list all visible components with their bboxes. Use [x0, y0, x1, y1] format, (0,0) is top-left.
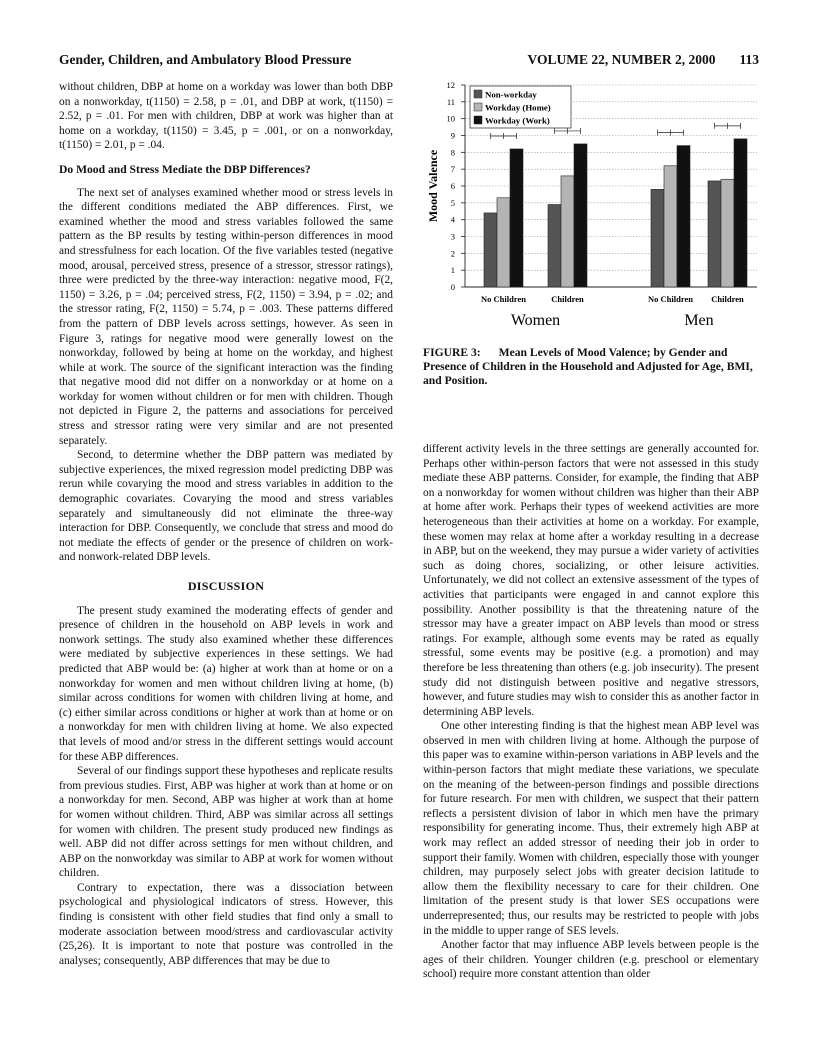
figure-3 [423, 76, 759, 346]
left-column [59, 80, 393, 968]
volume-and-page [528, 52, 760, 68]
y-tick-label: 5 [450, 197, 455, 208]
legend-label: Workday (Home) [485, 102, 551, 113]
y-tick-label: 6 [450, 181, 455, 191]
y-tick-label: 4 [450, 214, 455, 225]
legend-swatch [474, 116, 482, 124]
legend-swatch [474, 90, 482, 98]
caption-text: Mean Levels of Mood Valence; by Gender and Presence of Children in the Household and Adjusted for Age, BMI, and Position. [423, 346, 753, 387]
paragraph: different activity levels in the three settings are generally accounted for. Perhaps other within-person factors that were not assessed in this study mediate these ABP patterns. Consider, for example, the finding that ABP on a nonworkday for women without children was higher than their ABP at home after work. Perhaps their types of weekend activities are more heterogeneous than their activities at home on a workday. For example, these women may relax at home after a workday resulting in a decrease in ABP, but on the weekend, they may pursue a wider variety of activities such as doing chores, socializing, or other leisure activities. Unfortunately, we did not collect an extensive assessment of the types of activities that participants were engaged in and cannot explore this possibility. Another possibility is that the threatening nature of the stressor may have a greater impact on ABP levels than mood or stress ratings. For example, although some events may be rated as equally stressful, some events may be positive (e.g. a promotion) and may therefore be less threatening than others (e.g. job insecurity). The present study did not distinguish between positive and negative stressors, however, and future studies may wish to consider this as another factor in determining ABP levels. [423, 443, 759, 718]
y-tick-label: 0 [450, 282, 455, 292]
caption-label: FIGURE 3: [423, 346, 481, 359]
y-tick-label: 8 [450, 147, 455, 158]
bar-workday-work [677, 146, 690, 287]
y-tick-label: 3 [450, 231, 455, 242]
x-tick-label: Children [551, 294, 584, 304]
section-heading: Do Mood and Stress Mediate the DBP Differences? [59, 162, 311, 176]
bar-non-workday [708, 181, 721, 287]
paragraph: without children, DBP at home on a workday was lower than both DBP on a nonworkday, t(1150) = 2.58, p = .01, and DBP at work, t(1150) = 2.52, p = .01. For men with children, DBP at work was higher than at home on a workday, t(1150) = 3.45, p = .001, or on a nonworkday, t(1150) = 2.01, p = .04. [59, 81, 393, 152]
paragraph: Several of our findings support these hypotheses and replicate results from previous studies. First, ABP was higher at work than at home or on a nonworkday for men. Second, ABP was higher at work than at home for women without children. Third, ABP was similar across all settings for women with children. The present study produced new findings as well. ABP did not differ across settings for men without children, and ABP on the nonworkday was similar to ABP at work for women without children. [59, 765, 393, 880]
right-column [423, 442, 759, 982]
page-number: 113 [739, 52, 759, 67]
paragraph: Another factor that may influence ABP levels between people is the ages of their children. Younger children (e.g. preschool or elementary school) require more constant attention than older [423, 939, 759, 981]
y-tick-label: 12 [446, 80, 455, 90]
x-tick-label: No Children [648, 294, 693, 304]
bar-workday-home [664, 166, 677, 287]
running-header [59, 52, 759, 70]
y-tick-label: 9 [450, 130, 455, 141]
y-tick-label: 7 [450, 164, 455, 175]
paragraph: Contrary to expectation, there was a dissociation between psychological and physiological indicators of stress. However, this finding is consistent with other field studies that find only a small to moderate association between mood/stress and cardiovascular activity (25,26). It is important to note that posture was controlled in the analyses; consequently, ABP differences that may be due to [59, 881, 393, 967]
x-tick-label: No Children [481, 294, 526, 304]
bar-workday-home [561, 176, 574, 287]
bar-workday-work [510, 149, 523, 287]
mood-valence-bar-chart [423, 76, 759, 346]
y-tick-label: 1 [450, 265, 455, 276]
bar-non-workday [651, 189, 664, 287]
bar-non-workday [484, 213, 497, 287]
y-tick-label: 2 [450, 248, 455, 259]
figure-caption [423, 346, 759, 388]
bar-non-workday [548, 205, 561, 287]
paragraph: The next set of analyses examined whether mood or stress levels in the different conditions mediated the ABP differences. First, we examined whether the mood and stress variables followed the same pattern as the BP results by testing within-person differences in mood and stressfulness for each location. Of the five variables tested (negative mood, arousal, perceived stress, presence of a stressor, stressor ratings), three were predicted by the three-way interaction: negative mood, F(2, 1150) = 3.26, p = .04; perceived stress, F(2, 1150) = 3.94, p = .02; and the stressor rating, F(2, 1150) = 5.74, p = .003. These patterns differed from the pattern of DBP levels across settings, however. As seen in Figure 3, ratings for negative mood were generally lowest on the nonworkday, followed by being at home on the workday, and highest while at work. The source of the significant interaction was the finding that negative mood did not differ on a nonworkday or at home on a workday for women without children or for men with children. Though not depicted in Figure 2, the patterns and associations for perceived stress and stressor rating were very similar and are not presented separately. [59, 186, 393, 447]
x-tick-label: Children [711, 294, 744, 304]
group-label: Women [510, 312, 561, 329]
legend-label: Workday (Work) [485, 115, 550, 126]
legend-label: Non-workday [485, 89, 537, 100]
y-tick-label: 11 [446, 96, 455, 107]
legend-swatch [474, 103, 482, 111]
section-heading: DISCUSSION [187, 579, 265, 593]
bar-workday-home [721, 179, 734, 287]
journal-running-title: Gender, Children, and Ambulatory Blood Pressure [59, 52, 352, 67]
y-tick-label: 10 [446, 113, 455, 124]
y-axis-label: Mood Valence [426, 149, 440, 223]
paragraph: The present study examined the moderating effects of gender and presence of children in the household on ABP levels in work and nonwork settings. The study also examined whether these differences were mediated by subjective experiences in these settings. We had predicted that ABP would be: (a) higher at work than at home or on a nonworkday for women and men without children living at home, (b) similar across conditions for women with children living at home, and (c) either similar across conditions or higher at work than at home or on a nonworkday for men with children living at home. We also expected that levels of mood and/or stress in the different settings would account for these ABP differences. [59, 604, 393, 763]
paragraph: Second, to determine whether the DBP pattern was mediated by subjective experiences, the mixed regression model predicting DBP was rerun while covarying the mood and stress variables in addition to the demographic covariates. Covarying the mood and stress variables separately and simultaneously did not eliminate the three-way interaction for DBP. Consequently, we conclude that stress and mood do not mediate the effects of gender or the presence of children on work- and nonwork-related DBP levels. [59, 449, 393, 564]
group-label: Men [684, 312, 714, 329]
bar-workday-work [734, 139, 747, 287]
bar-workday-home [497, 198, 510, 287]
volume-number: VOLUME 22, NUMBER 2, 2000 [527, 52, 716, 67]
bar-workday-work [574, 144, 587, 287]
paragraph: One other interesting finding is that the highest mean ABP level was observed in men with children living at home. Although the purpose of this paper was to examine within-person variations in ABP levels and the within-person factors that might mediate these variations, we speculate on the meaning of the between-person findings and possible directions for future research. For men with children, we suspect that their pattern reflects a persistent division of labor in which men have the primary responsibility for generating income. Thus, their extremely high ABP at work may reflect an added stressor of needing their job in order to support their family. Women with children, especially those with younger children, may purposely select jobs with greater decision latitude to allow them the flexibility necessary to care for their children. One limitation of the present study is that lower SES occupations were underrepresented; thus, our results may be restricted to people with jobs in the middle to upper range of SES levels. [423, 720, 759, 937]
